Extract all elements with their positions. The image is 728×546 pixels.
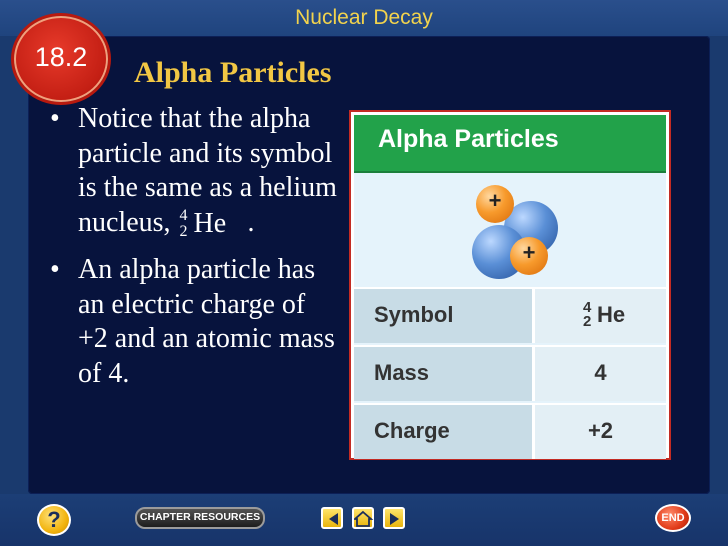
- next-arrow-icon: [385, 509, 407, 531]
- row-label: Symbol: [354, 289, 532, 343]
- section-number: 18.2: [34, 42, 88, 72]
- figure-body: [354, 115, 666, 455]
- bullet-item: • An alpha particle has an electric charge of +2 and an atomic mass of 4.: [50, 253, 340, 391]
- row-value: 4: [532, 347, 666, 401]
- row-value: +2: [532, 405, 666, 459]
- alpha-particles-figure: [349, 110, 671, 460]
- helium-isotope-symbol: [178, 207, 248, 241]
- atomic-number: 2: [179, 223, 188, 241]
- mass-number: 4: [179, 207, 188, 225]
- home-button[interactable]: [352, 507, 374, 529]
- bullet-item: [50, 102, 340, 241]
- chapter-resources-button[interactable]: [135, 507, 265, 529]
- help-icon: ?: [47, 507, 61, 532]
- row-label: Mass: [354, 347, 532, 401]
- home-icon: [354, 509, 376, 531]
- chapter-resources-label: CHAPTER RESOURCES: [139, 511, 261, 523]
- proton-icon: +: [510, 237, 548, 275]
- next-button[interactable]: [383, 507, 405, 529]
- proton-icon: +: [476, 185, 514, 223]
- previous-button[interactable]: [321, 507, 343, 529]
- bullet-text-end: .: [247, 206, 255, 238]
- element-symbol: He: [193, 208, 227, 240]
- row-label: Charge: [354, 405, 532, 459]
- figure-header: [354, 115, 666, 173]
- slide-heading: Alpha Particles: [134, 56, 332, 89]
- chapter-title: Nuclear Decay: [295, 6, 433, 29]
- alpha-particle-illustration: [354, 175, 666, 287]
- figure-row-charge: [354, 403, 666, 459]
- help-button[interactable]: [37, 504, 71, 536]
- figure-row-mass: [354, 345, 666, 401]
- prev-arrow-icon: [323, 509, 345, 531]
- end-button[interactable]: [655, 504, 691, 532]
- bullet-text: Notice that the alpha particle and its symbol is the same as a helium nucleus,: [78, 103, 337, 238]
- end-icon: END: [661, 512, 685, 524]
- bullet-list: [50, 102, 340, 391]
- helium-isotope-symbol: 4 2 He: [583, 299, 626, 330]
- section-badge: [14, 16, 108, 102]
- row-value: [532, 289, 666, 343]
- figure-row-symbol: [354, 287, 666, 343]
- figure-title: Alpha Particles: [378, 125, 559, 153]
